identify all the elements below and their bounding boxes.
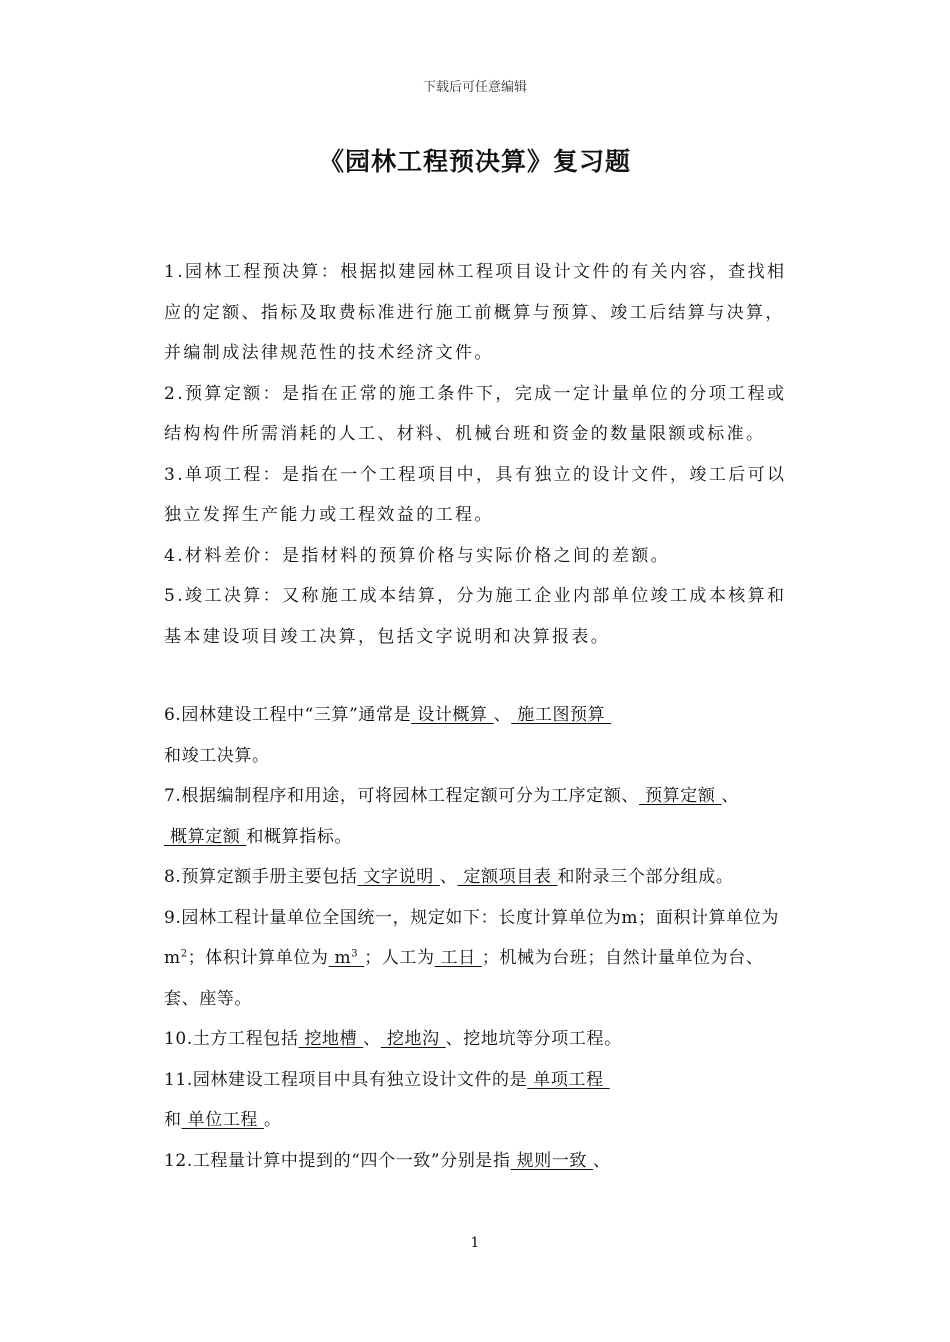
question-10	[164, 1019, 790, 1060]
separator: 、	[593, 1150, 611, 1171]
page-number: 1	[470, 1235, 480, 1251]
header-note: 下载后可任意编辑	[422, 80, 527, 95]
question-text: 7.根据编制程序和用途，可将园林工程定额可分为工序定额、	[164, 786, 640, 806]
question-text: 、挖地坑等分项工程。	[445, 1029, 622, 1049]
definition-3: 3.单项工程：是指在一个工程项目中，具有独立的设计文件，竣工后可以独立发挥生产能力或工程效益的工程。	[164, 464, 787, 525]
answer-blank: 预算定额	[639, 786, 722, 806]
fill-in-section	[164, 695, 790, 1181]
separator: 、	[439, 867, 458, 887]
definitions-section	[164, 252, 790, 657]
question-text: 9.园林工程计量单位全国统一，规定如下：长度计算单位为m；面积计算单位为m	[164, 907, 779, 968]
answer-blank: 工日	[434, 948, 482, 968]
answer-blank: 施工图预算	[511, 705, 612, 725]
question-text: ；体积计算单位为	[187, 948, 329, 968]
question-text: 。	[264, 1110, 282, 1130]
question-text: 11.园林建设工程项目中具有独立设计文件的是	[164, 1069, 528, 1090]
answer-unit: m	[328, 948, 352, 968]
question-6	[164, 695, 790, 776]
question-text: 和	[164, 1110, 182, 1130]
definition-4: 4.材料差价：是指材料的预算价格与实际价格之间的差额。	[164, 545, 671, 566]
definition-1: 1.园林工程预决算：根据拟建园林工程项目设计文件的有关内容，查找相应的定额、指标及取费标准进行施工前概算与预算、竣工后结算与决算，并编制成法律规范性的技术经济文件。	[164, 262, 787, 363]
superscript: 3	[351, 948, 359, 960]
question-text: 和附录三个部分组成。	[557, 867, 734, 887]
answer-blank: 规则一致	[510, 1150, 594, 1171]
separator: 、	[363, 1029, 381, 1049]
superscript: 2	[180, 948, 188, 960]
question-9	[164, 898, 790, 1020]
separator: 、	[493, 705, 512, 725]
question-12	[164, 1141, 790, 1182]
question-text: 和竣工决算。	[164, 745, 270, 766]
answer-blank: 概算定额	[164, 826, 247, 847]
document-title: 《园林工程预决算》复习题	[318, 147, 631, 176]
question-7	[164, 776, 790, 857]
question-text: 10.土方工程包括	[164, 1029, 299, 1049]
question-text: ；机械为台班；自然计量单位为台、套、座等。	[164, 948, 764, 1009]
answer-blank: 设计概算	[411, 705, 494, 725]
question-text: 6.园林建设工程中“三算”通常是	[164, 705, 412, 725]
answer-blank: 挖地沟	[380, 1029, 446, 1049]
question-text: ；人工为	[364, 948, 435, 968]
definition-2: 2.预算定额：是指在正常的施工条件下，完成一定计量单位的分项工程或结构构件所需消耗的人工、材料、机械台班和资金的数量限额或标准。	[164, 383, 787, 444]
question-text: 和概算指标。	[246, 826, 353, 847]
answer-blank: 文字说明	[357, 867, 440, 887]
question-11	[164, 1060, 790, 1141]
definition-5: 5.竣工决算：又称施工成本结算，分为施工企业内部单位竣工成本核算和基本建设项目竣工决算，包括文字说明和决算报表。	[164, 586, 787, 647]
answer-blank: 定额项目表	[457, 867, 558, 887]
answer-blank: 挖地槽	[298, 1029, 364, 1049]
question-text: 12.工程量计算中提到的“四个一致”分别是指	[164, 1150, 511, 1171]
answer-blank: 单位工程	[181, 1110, 265, 1130]
separator: 、	[721, 786, 740, 806]
question-text: 8.预算定额手册主要包括	[164, 867, 358, 887]
answer-blank	[329, 948, 365, 968]
answer-blank: 单项工程	[527, 1069, 610, 1090]
question-8	[164, 857, 790, 898]
